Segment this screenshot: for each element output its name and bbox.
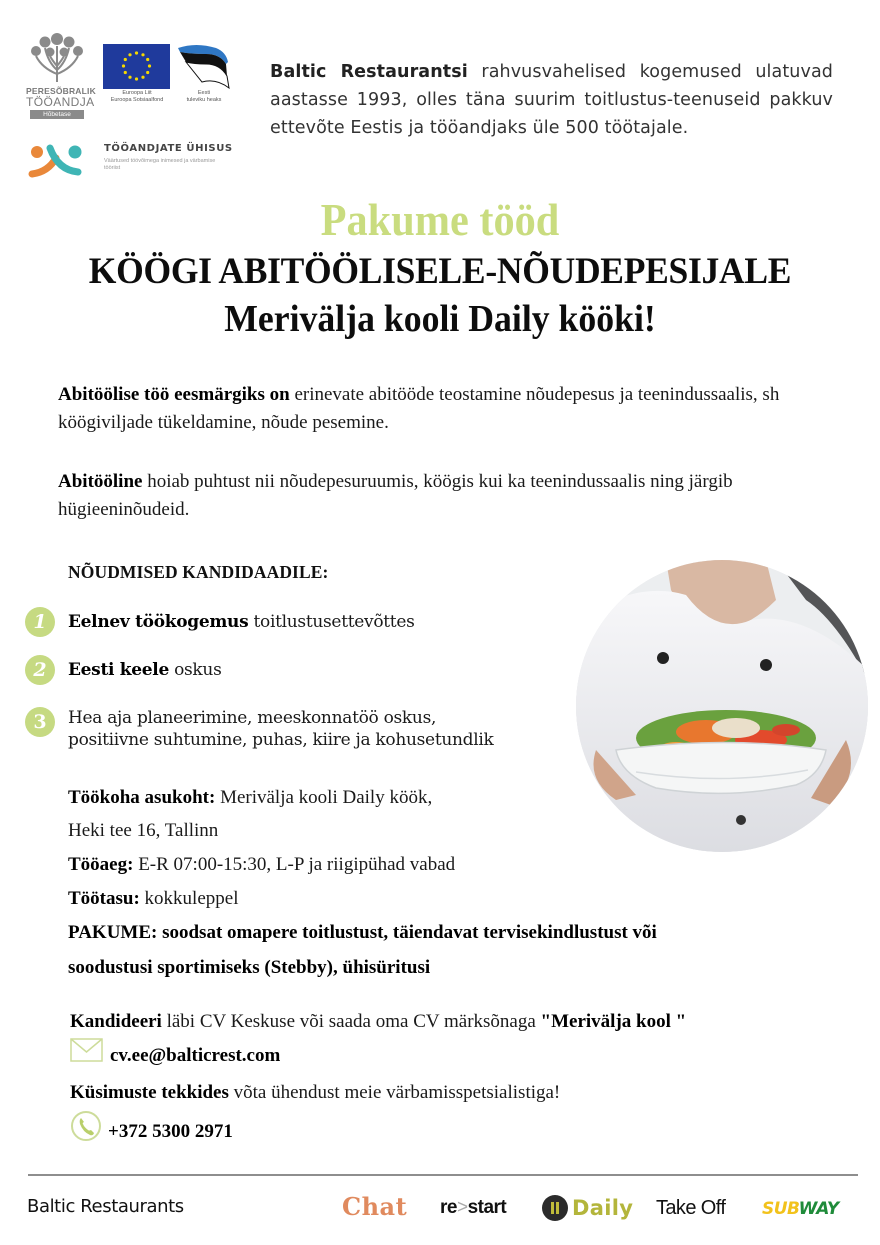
workplace-title: Merivälja kooli Daily kööki! [224,298,656,340]
pay-label: Töötasu: [68,888,140,909]
fork-knife-icon [542,1195,568,1221]
location-label: Töökoha asukoht: [68,787,216,808]
envelope-icon [70,1038,103,1062]
questions-text: võta ühendust meie värbamisspetsialistiga! [228,1082,561,1103]
requirement-item [25,655,585,685]
peresobralik-tooandja-logo [26,32,96,119]
eesti-caption [176,90,232,103]
logo-text: TÖÖANDJA [26,95,95,109]
paragraph-bold-lead: Abitöölise töö eesmärgiks on [58,384,290,405]
email-link[interactable]: cv.ee@balticrest.com [110,1045,281,1066]
logo-badge: Hõbetase [30,110,84,119]
requirement-item [25,707,585,751]
pay-value: kokkuleppel [139,888,239,909]
requirement-text [68,655,222,681]
number-1-icon: 1 [25,607,55,637]
benefits-line-1: PAKUME: soodsat omapere toitlustust, täiendavat tervisekindlustust või [68,922,657,943]
questions-bold: Küsimuste tekkides [70,1082,229,1103]
apply-bold: Kandideeri [70,1011,162,1032]
estonian-flag-wave-icon [176,42,230,90]
requirement-bold: Eesti keele [68,660,169,680]
requirement-rest: oskus [168,660,222,680]
requirement-bold: Eelnev töökogemus [68,612,249,632]
eu-stars-icon [103,44,170,89]
location-value: Merivälja kooli Daily köök, [215,787,433,808]
job-duties-paragraph [58,468,818,524]
company-intro [270,58,833,142]
eu-caption-line: Euroopa Liit [122,90,152,96]
uhisus-title: TÖÖANDJATE ÜHISUS [104,143,233,154]
footer-divider [28,1174,858,1176]
daily-brand-logo [542,1195,633,1221]
apply-instructions [70,1010,850,1034]
requirement-text [68,607,415,633]
phone-link[interactable]: +372 5300 2971 [108,1121,233,1142]
hours-label: Tööaeg: [68,854,134,875]
address-line: Heki tee 16, Tallinn [68,820,219,841]
subway-sub: SUB [762,1199,799,1219]
paragraph-bold-lead: Abitööline [58,471,143,492]
requirement-rest: toitlustusettevõttes [248,612,415,632]
position-title: KÖÖGI ABITÖÖLISELE-NÕUDEPESIJALE [88,251,792,292]
restart-post: start [467,1197,507,1218]
tooandjate-uhisus-logo [28,140,88,180]
restart-pre: re [440,1197,457,1218]
eu-caption [100,90,174,103]
questions-line [70,1081,850,1105]
requirement-item [25,607,585,637]
baltic-restaurants-logo: Baltic Restaurants [27,1196,184,1217]
phone-icon [70,1110,102,1142]
restart-brand-logo [440,1197,506,1219]
number-2-icon: 2 [25,655,55,685]
uhisus-mark-icon [28,140,88,180]
number-3-icon: 3 [25,707,55,737]
job-goal-paragraph [58,381,818,437]
subway-way: WAY [798,1199,839,1219]
hours-line [68,853,828,877]
restart-arrow-icon: > [456,1197,468,1218]
hours-value: E-R 07:00-15:30, L-P ja riigipühad vabad [133,854,456,875]
logo-text: PERESÕBRALIK [26,86,96,96]
paragraph-text: hoiab puhtust nii nõudepesuruumis, köögis kui ka teenindussaalis ning järgib hügieeninõudeid. [58,471,733,520]
eesti-caption-line: Eesti [197,90,211,96]
requirement-line: Hea aja planeerimine, meeskonnatöö oskus, [68,708,437,728]
eu-flag-logo [103,44,170,89]
requirements-title: NÕUDMISED KANDIDAADILE: [68,562,329,582]
requirement-line: positiivne suhtumine, puhas, kiire ja kohusetundlik [68,730,494,750]
uhisus-subtitle: Väärtused töövõimega inimesed ja värbamise tööriist [104,158,216,171]
benefits-line-2: soodustusi sportimiseks (Stebby), ühisüritusi [68,957,431,978]
pay-line [68,887,828,911]
apply-keyword: "Merivälja kool " [540,1011,687,1032]
eesti-caption-line: tuleviku heaks [186,96,222,103]
company-name: Baltic Restaurantsi [270,62,468,82]
subway-brand-logo [762,1199,839,1219]
apply-text: läbi CV Keskuse või saada oma CV märksõnaga [161,1011,541,1032]
intro-text: rahvusvahelised kogemused ulatuvad aastasse 1993, olles täna suurim toitlustus-teenuseid pakkuv ettevõte Eestis ja tööandjaks üle 500 töötajale. [270,62,833,138]
takeoff-brand-logo: Take Off [656,1197,726,1219]
location-line [68,786,828,810]
eu-caption-line: Euroopa Sotsiaalfond [110,96,164,103]
eesti-tuleviku-heaks-logo [176,42,230,90]
tree-icon [28,32,86,84]
daily-text: Daily [572,1196,634,1220]
offer-heading: Pakume tööd [320,194,560,245]
chat-brand-logo: Chat [342,1192,408,1221]
paragraph-text: erinevate abitööde teostamine nõudepesus ja teenindussaalis, sh köögiviljade tükeldamine, nõude pesemine. [58,384,780,433]
requirement-text [68,707,494,751]
